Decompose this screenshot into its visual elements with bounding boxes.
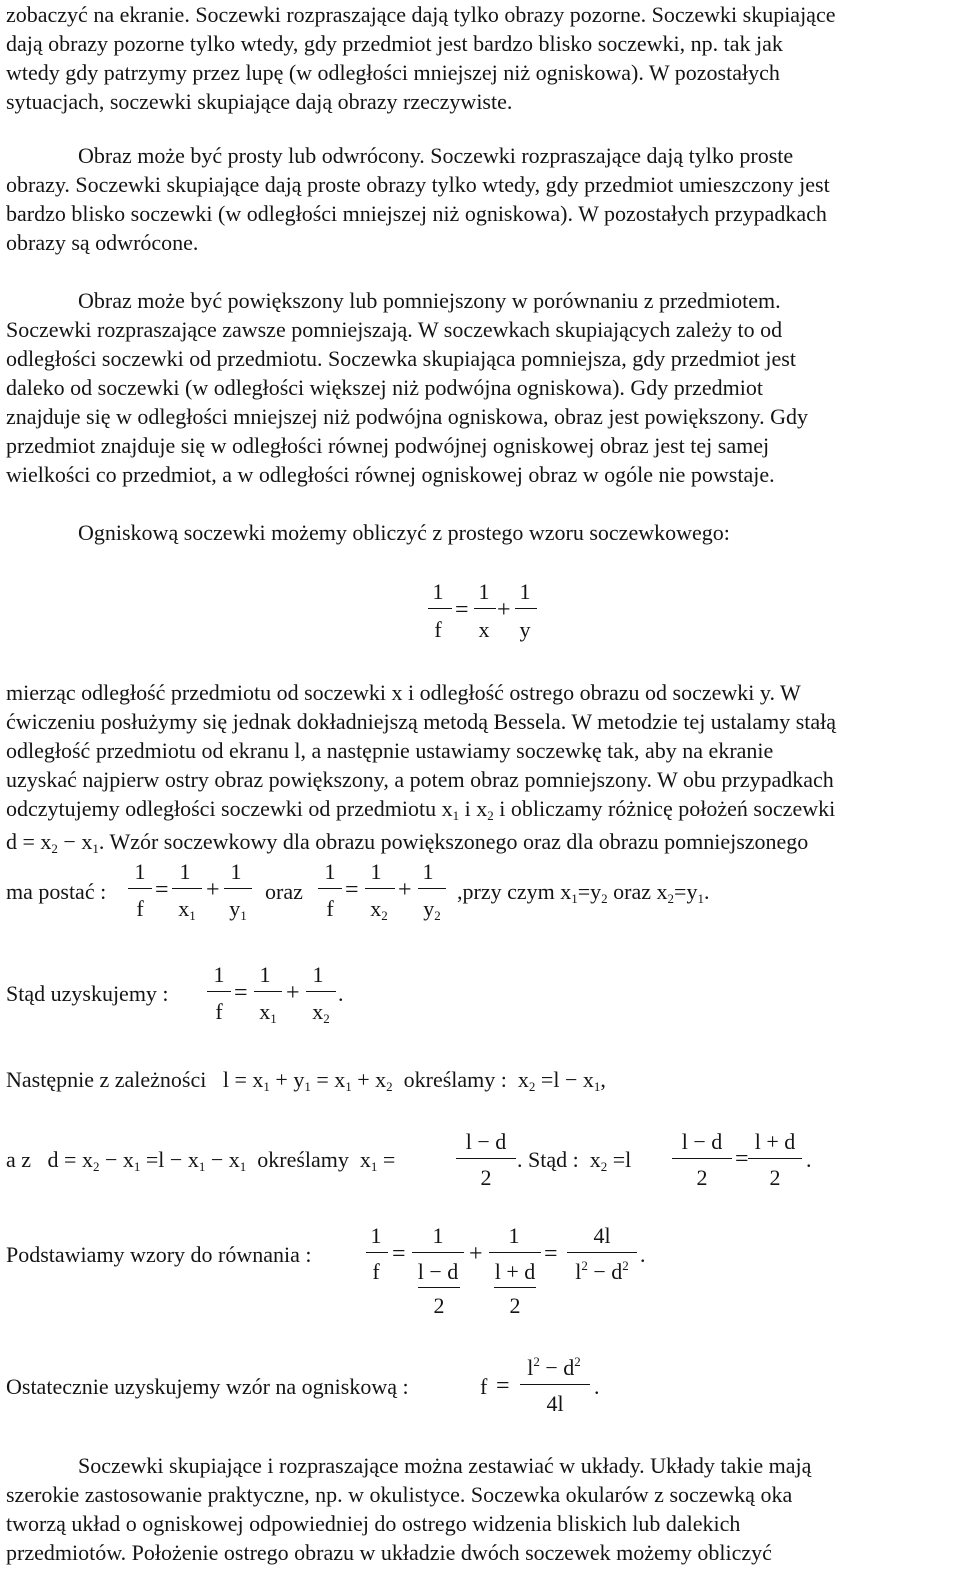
fraction-bar [224,888,252,889]
minus-sign: − [564,1067,578,1092]
math-l: l [681,1129,688,1154]
superscript: 2 [574,1354,581,1369]
subscript: 2 [381,908,388,923]
math-x: x [252,1067,264,1092]
math-x: x [81,829,93,854]
fraction-bar [515,608,537,609]
fraction-bar [672,1158,732,1159]
math-d: d [784,1129,796,1154]
text-line: zobaczyć na ekranie. Soczewki rozpraszające dają tylko obrazy pozorne. Soczewki skupiające [6,2,836,27]
math-x: x [582,1067,594,1092]
text-line: przedmiot znajduje się w odległości równej podwójnej ogniskowej obraz jest tej samej [6,433,770,458]
subscript: 2 [667,891,675,906]
formula-numerator [667,1130,737,1154]
subscript: 1 [198,1159,206,1174]
text-line: znajduje się w odległości mniejszej niż podwójna ogniskowa, obraz jest powiększony. Gdy [6,404,809,429]
fraction-bar [366,1252,388,1253]
subscript: 2 [92,1159,100,1174]
period: . [703,879,710,904]
fraction-bar [428,608,452,609]
math-d: d [524,1259,536,1284]
math-x: x [312,999,324,1024]
math-y: y [423,896,435,921]
plus-sign: + [206,877,220,903]
plus-sign: + [398,877,412,903]
equals-sign: = [234,980,248,1006]
text-line: wielkości co przedmiot, a w odległości równej ogniskowej obraz w ogóle nie powstaje. [6,462,775,487]
text-span: . Wzór soczewkowy dla obrazu powiększonego oraz dla obrazu pomniejszonego [98,829,809,854]
formula-numerator: 1 [312,962,324,987]
math-y: y [293,1067,305,1092]
math-y: y [229,896,241,921]
period: . [806,1147,812,1172]
formula-numerator: 1 [508,1223,520,1248]
formula-numerator: 1 [230,859,242,884]
math-x: x [81,1147,93,1172]
math-l: l [465,1129,472,1154]
subscript: 1 [133,1159,141,1174]
math-d: d [611,1259,623,1284]
math-x: x [187,1147,199,1172]
equals-sign: = [64,1147,77,1172]
formula-denominator: f [215,999,223,1024]
text-line: Soczewki skupiające i rozpraszające można zestawiać w układy. Układy takie mają [78,1453,812,1478]
text-line: Ogniskową soczewki możemy obliczyć z prostego wzoru soczewkowego: [78,520,730,545]
equals-sign: = [540,1067,554,1092]
text-line: tworzą układ o ogniskowej odpowiedniej do ostrego widzenia bliskich lub dalekich [6,1511,741,1536]
math-l: l [158,1147,165,1172]
formula-numerator: 1 [432,1223,444,1248]
text-line [6,827,808,856]
text-span: Podstawiamy wzory do równania : [6,1242,312,1267]
text-span: . Stąd : [517,1147,579,1172]
formula-denominator [402,897,462,921]
text-line: odległość przedmiotu od ekranu l, a następnie ustawiamy soczewkę tak, aby na ekranie [6,738,774,763]
plus-sign: + [506,1259,519,1284]
formula-numerator: 1 [519,579,531,604]
fraction-bar [418,1287,460,1288]
text-span: oraz [265,879,303,904]
text-span: i obliczamy różnicę położeń soczewki [493,796,836,821]
equals-sign: = [392,1241,406,1267]
subscript: 1 [304,1079,311,1094]
formula-numerator: 4l [593,1223,611,1248]
minus-sign: − [545,1355,558,1380]
subscript: 2 [487,808,494,823]
math-d: d [6,829,17,854]
text-line: szerokie zastosowanie praktyczne, np. w okulistyce. Soczewka okularów z soczewką oka [6,1482,793,1507]
text-span: określamy : [403,1067,507,1092]
fraction-bar [567,1252,637,1253]
text-line: Soczewki rozpraszające zawsze pomniejszają. W soczewkach skupiających zależy to od [6,317,783,342]
minus-sign: − [477,1129,490,1154]
plus-sign: + [497,597,511,623]
superscript: 2 [622,1258,629,1273]
math-x: x [178,896,190,921]
plus-sign: + [286,980,300,1006]
derivation-text [6,1147,395,1173]
text-line: przedmiotów. Położenie ostrego obrazu w układzie dwóch soczewek możemy obliczyć [6,1540,772,1565]
formula-denominator: 2 [509,1293,521,1318]
math-y: y [686,879,698,904]
period: . [594,1374,600,1399]
text-line [6,794,835,823]
minus-sign: − [104,1147,118,1172]
text-span: ,przy czym x [457,879,572,904]
text-line: daleko od soczewki (w odległości większej niż podwójna ogniskowa). Gdy przedmiot [6,375,763,400]
subscript: 1 [239,1159,247,1174]
formula-denominator: 2 [696,1165,708,1190]
math-d: d [563,1355,575,1380]
math-x: x [359,1147,371,1172]
period: . [640,1242,646,1267]
minus-sign: − [63,829,76,854]
math-x: x [40,829,52,854]
minus-sign: − [593,1259,606,1284]
equals-sign: = [612,1147,626,1172]
subscript: 2 [51,841,58,856]
fraction-bar [748,1158,802,1159]
plus-sign: + [469,1241,483,1267]
formula-numerator: 1 [259,962,271,987]
math-f: f [480,1374,488,1399]
minus-sign: − [693,1129,706,1154]
formula-denominator: 2 [433,1293,445,1318]
subscript: 1 [189,908,196,923]
formula-denominator: x [478,617,490,642]
formula-denominator [208,897,268,921]
fraction-bar [494,1287,536,1288]
math-x: x [228,1147,240,1172]
subscript: 1 [270,1011,277,1026]
subscript: 1 [452,808,460,823]
text-line: dają obrazy pozorne tylko wtedy, gdy przedmiot jest bardzo blisko soczewki, np. tak jak [6,31,783,56]
text-span: Ostatecznie uzyskujemy wzór na ogniskową : [6,1374,409,1399]
formula-numerator [451,1130,521,1154]
math-l: l [575,1259,582,1284]
text-line: obrazy. Soczewki skupiające dają proste obrazy tylko wtedy, gdy przedmiot umieszczony jest [6,172,830,197]
formula-denominator [480,1260,550,1284]
text-line: obrazy są odwrócone. [6,230,199,255]
text-line: Obraz może być powiększony lub pomniejszony w porównaniu z przedmiotem. [78,288,781,313]
fraction-bar [128,888,152,889]
equals-sign: = [345,877,359,903]
fraction-bar [489,1252,541,1253]
math-l: l [625,1147,632,1172]
text-line: uzyskać najpierw ostry obraz powiększony, a potem obraz pomniejszony. W obu przypadkach [6,767,834,792]
plus-sign: + [766,1129,779,1154]
formula-numerator [740,1130,810,1154]
math-d: d [495,1129,507,1154]
math-l: l [527,1355,534,1380]
formula-numerator: 1 [134,859,146,884]
fraction-bar [306,991,336,992]
equals-sign: = [577,879,591,904]
text-span [517,1147,631,1173]
formula-denominator [562,1260,642,1284]
math-x: x [656,879,668,904]
text-span: Następnie z zależności [6,1067,207,1092]
fraction-bar [418,888,446,889]
equals-sign: = [234,1067,247,1092]
equals-sign: = [735,1146,749,1172]
text-line: odległości soczewki od przedmiotu. Soczewka skupiająca pomniejsza, gdy przedmiot jest [6,346,796,371]
fraction-bar [254,991,282,992]
equals-sign: = [455,597,469,623]
formula-denominator: f [326,896,334,921]
text-line: Obraz może być prosty lub odwrócony. Soczewki rozpraszające dają tylko proste [78,143,794,168]
subscript: 2 [323,1011,330,1026]
text-line: mierząc odległość przedmiotu od soczewki x i odległość ostrego obrazu od soczewki y. W [6,680,801,705]
fraction-bar [172,888,202,889]
minus-sign: − [169,1147,183,1172]
subscript: 2 [386,1079,393,1094]
math-l: l [494,1259,501,1284]
math-d: d [447,1259,459,1284]
subscript: 1 [263,1079,270,1094]
subscript: 1 [345,1079,352,1094]
fraction-bar [365,888,395,889]
superscript: 2 [533,1354,540,1369]
subscript: 2 [528,1079,536,1094]
math-l: l [417,1259,424,1284]
equals-sign: = [22,829,35,854]
equals-sign: = [382,1147,396,1172]
math-d: d [47,1147,59,1172]
fraction-bar [207,991,231,992]
math-y: y [590,879,602,904]
math-x: x [370,896,382,921]
fraction-bar [474,608,496,609]
subscript: 1 [92,841,99,856]
text-span: odczytujemy odległości soczewki od przedmiotu x [6,796,453,821]
text-line: bardzo blisko soczewki (w odległości mniejszej niż ogniskowa). W pozostałych przypadkach [6,201,827,226]
text-span: Stąd uzyskujemy : [6,981,169,1006]
relation-line [6,1067,606,1093]
formula-numerator: 1 [370,1223,382,1248]
text-line: wtedy gdy patrzymy przez lupę (w odległości mniejszej niż ogniskowa). W pozostałych [6,60,780,85]
equals-sign: = [496,1373,510,1399]
formula-denominator: 4l [546,1391,564,1416]
formula-denominator: 2 [769,1165,781,1190]
text-span: określamy [257,1147,349,1172]
formula-numerator: 1 [179,859,191,884]
subscript: 1 [370,1159,378,1174]
text-line: sytuacjach, soczewki skupiające dają obrazy rzeczywiste. [6,89,513,114]
text-span: a z [6,1147,32,1172]
math-l: l [553,1067,560,1092]
fraction-bar [412,1252,464,1253]
subscript: 1 [697,891,704,906]
text-span: oraz [613,879,652,904]
formula-numerator: 1 [422,859,434,884]
subscript: 2 [434,908,441,923]
formula-numerator: 1 [478,579,490,604]
math-x: x [122,1147,134,1172]
subscript: 1 [571,891,578,906]
period: . [338,981,344,1006]
subscript: 2 [601,891,608,906]
text-span [457,879,709,905]
equals-sign: = [145,1147,159,1172]
math-x: x [517,1067,529,1092]
math-l: l [222,1067,229,1092]
text-span: i x [459,796,488,821]
subscript: 1 [240,908,247,923]
formula-numerator: 1 [213,962,225,987]
plus-sign: + [275,1067,288,1092]
fraction-bar [520,1384,590,1385]
math-x: x [375,1067,387,1092]
math-x: x [259,999,271,1024]
equals-sign: = [544,1241,558,1267]
formula-denominator: 2 [480,1165,492,1190]
math-l: l [754,1129,761,1154]
fraction-bar [456,1158,516,1159]
formula-numerator: 1 [324,859,336,884]
text-line: ćwiczeniu posłużymy się jednak dokładniejszą metodą Bessela. W metodzie tej ustalamy stałą [6,709,837,734]
equals-sign: = [674,879,687,904]
fraction-bar [318,888,342,889]
math-x: x [334,1067,346,1092]
formula-numerator [514,1356,594,1380]
formula-denominator [403,1260,473,1284]
formula-numerator: 1 [432,579,444,604]
subscript: 2 [600,1159,608,1174]
text-span: ma postać : [6,879,107,904]
formula-denominator: f [372,1259,380,1284]
formula-numerator: 1 [370,859,382,884]
formula-denominator: y [519,617,531,642]
superscript: 2 [581,1258,588,1273]
math-x: x [589,1147,601,1172]
minus-sign: − [210,1147,224,1172]
comma: , [600,1067,606,1092]
math-d: d [711,1129,723,1154]
formula-denominator: f [136,896,144,921]
equals-sign: = [155,877,169,903]
subscript: 1 [593,1079,601,1094]
formula-denominator: f [434,617,442,642]
equals-sign: = [316,1067,329,1092]
plus-sign: + [357,1067,370,1092]
minus-sign: − [429,1259,442,1284]
